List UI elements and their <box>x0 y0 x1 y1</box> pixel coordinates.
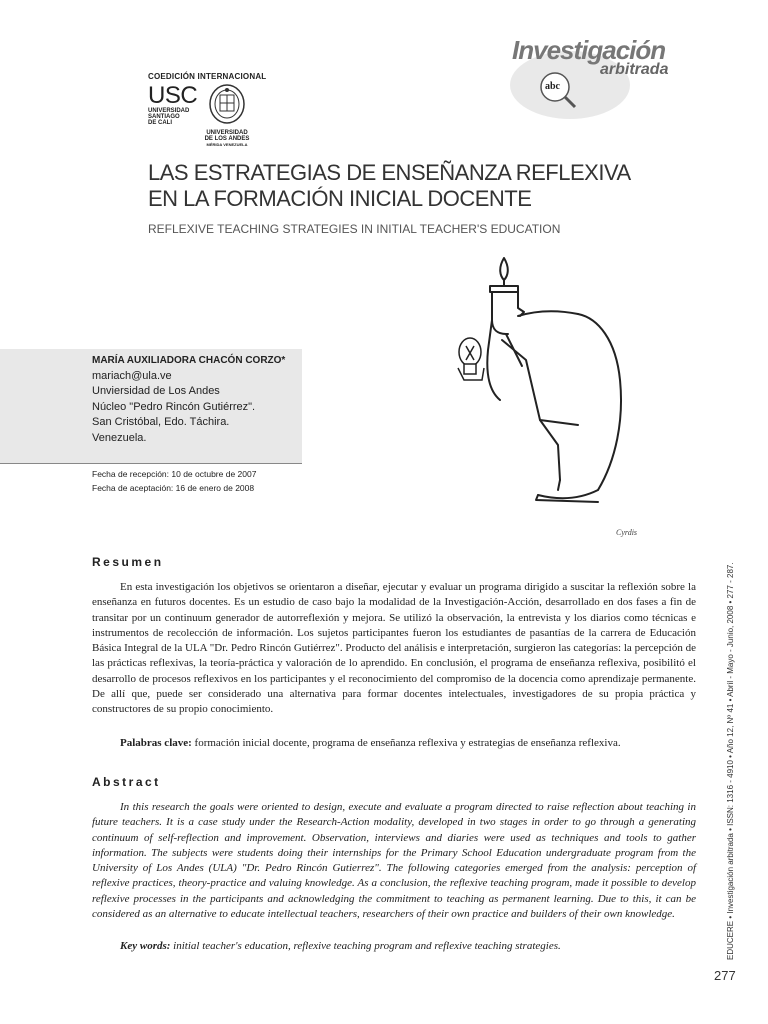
author-email: mariach@ula.ve <box>92 369 172 382</box>
resumen-keywords-label: Palabras clave: <box>120 737 192 749</box>
thinker-candle-icon <box>448 250 668 550</box>
author-affiliation: Unviersidad de Los Andes <box>92 385 220 397</box>
usc-logo-line: DE CALI <box>148 120 172 126</box>
author-name: MARÍA AUXILIADORA CHACÓN CORZO* <box>92 355 286 366</box>
author-affiliation: Núcleo "Pedro Rincón Gutiérrez". <box>92 400 256 413</box>
resumen-keywords-text: formación inicial docente, programa de enseñanza reflexiva y estrategias de enseñanza reflexiva. <box>191 737 621 749</box>
resumen-body <box>92 580 696 718</box>
page-number: 277 <box>714 968 736 983</box>
article-title-line: EN LA FORMACIÓN INICIAL DOCENTE <box>148 186 532 211</box>
thinker-illustration <box>448 250 668 550</box>
article-subtitle: REFLEXIVE TEACHING STRATEGIES IN INITIAL TEACHER'S EDUCATION <box>148 222 561 236</box>
investigacion-arbitrada-logo <box>500 35 690 120</box>
abstract-keywords-text: initial teacher's education, reflexive teaching program and reflexive teaching strategies. <box>170 940 561 952</box>
resumen-text: En esta investigación los objetivos se orientaron a diseñar, ejecutar y evaluar un programa dirigido a suscitar la reflexión sobre la enseñanza en futuros docentes. Es un estudio de caso bajo la modalidad de la Investigación-Acción, desarrollado en dos fases a fin de transitar por un continuum generador de autorreflexión y mejora. Se utilizó la observación, la entrevista y los diarios como técnicas e instrumentos de recolección de información. Los sujetos participantes fueron los estudiantes de pasantías de la carrera de Educación Básica Integral de la ULA "Dr. Pedro Rincón Gutiérrez". Producto del análisis e interpretación, surgieron las categorías: la percepción de las prácticas reflexivas, la teoría-práctica y valoración de lo aprendido. En conclusión, el programa de enseñanza reflexiva, posibilitó el desarrollo de procesos reflexivos en los participantes y el reconocimiento del compromiso de la docencia como aprendizaje permanente. De allí que, puede ser considerado una alternativa para formar docentes intelectuales, investigadores de su propia práctica y constructores de su propio conocimiento. <box>92 581 696 716</box>
resumen-heading: Resumen <box>92 555 164 569</box>
usc-logo-line: UNIVERSIDAD <box>148 108 190 114</box>
coedicion-label: COEDICIÓN INTERNACIONAL <box>148 72 267 81</box>
date-recepcion: Fecha de recepción: 10 de octubre de 2007 <box>92 469 257 479</box>
date-aceptacion: Fecha de aceptación: 16 de enero de 2008 <box>92 483 255 493</box>
resumen-keywords <box>120 737 621 749</box>
logo-word-investigacion: Investigación <box>512 35 666 65</box>
usc-logo <box>148 84 197 126</box>
journal-vertical-citation <box>726 420 748 960</box>
article-title-line: LAS ESTRATEGIAS DE ENSEÑANZA REFLEXIVA <box>148 160 631 185</box>
abstract-body <box>92 800 696 922</box>
ula-seal-icon <box>207 83 247 125</box>
abstract-heading: Abstract <box>92 775 161 789</box>
ula-seal <box>203 83 251 148</box>
usc-logo-text: USC <box>148 82 198 109</box>
article-title <box>148 160 631 212</box>
abstract-keywords <box>120 940 561 952</box>
usc-logo-line: SANTIAGO <box>148 114 180 120</box>
author-info <box>92 353 285 446</box>
dates-block <box>92 467 256 495</box>
ula-seal-line: UNIVERSIDAD <box>206 130 248 136</box>
journal-citation-text: EDUCERE • Investigación arbitrada • ISSN: 1316 - 4910 • Año 12, Nº 41 • Abril - Mayo - Junio, 2008 • 277 - 287. <box>726 562 735 960</box>
illustration-signature: Cyrdis <box>616 528 638 537</box>
abstract-keywords-label: Key words: <box>120 940 171 952</box>
author-affiliation: San Cristóbal, Edo. Táchira. <box>92 416 230 428</box>
logo-word-arbitrada: arbitrada <box>600 61 669 78</box>
abstract-text: In this research the goals were oriented to design, execute and evaluate a program directed to raise reflection about teaching in future teachers. It is a case study under the Research-Action modality, developed in two stages in order to go through a generating continuum of self-reflection and improvement. Observation, interviews and diaries were used as techniques and tools to gather information. The subjects were students doing their internships for the Primary School Education undergraduate program from the University of Los Andes (ULA) "Dr. Pedro Rincón Gutierrez". The following categories emerged from the analysis: perception of reflexive practices, theory-practice and valuing knowledge. As a conclusion, the reflexive teaching program, made it possible to develop reflexive processes in the participants and acknowledging the commitment to teaching as permanent learning. Due to this, it can be considered as an alternative to educate intellectual teachers, researchers of their own practice and builders of their own knowledge. <box>92 801 696 921</box>
ula-seal-line: DE LOS ANDES <box>204 136 250 142</box>
author-affiliation: Venezuela. <box>92 431 147 444</box>
logo-abc: abc <box>545 81 560 92</box>
ula-seal-line: MÉRIDA VENEZUELA <box>206 142 248 147</box>
